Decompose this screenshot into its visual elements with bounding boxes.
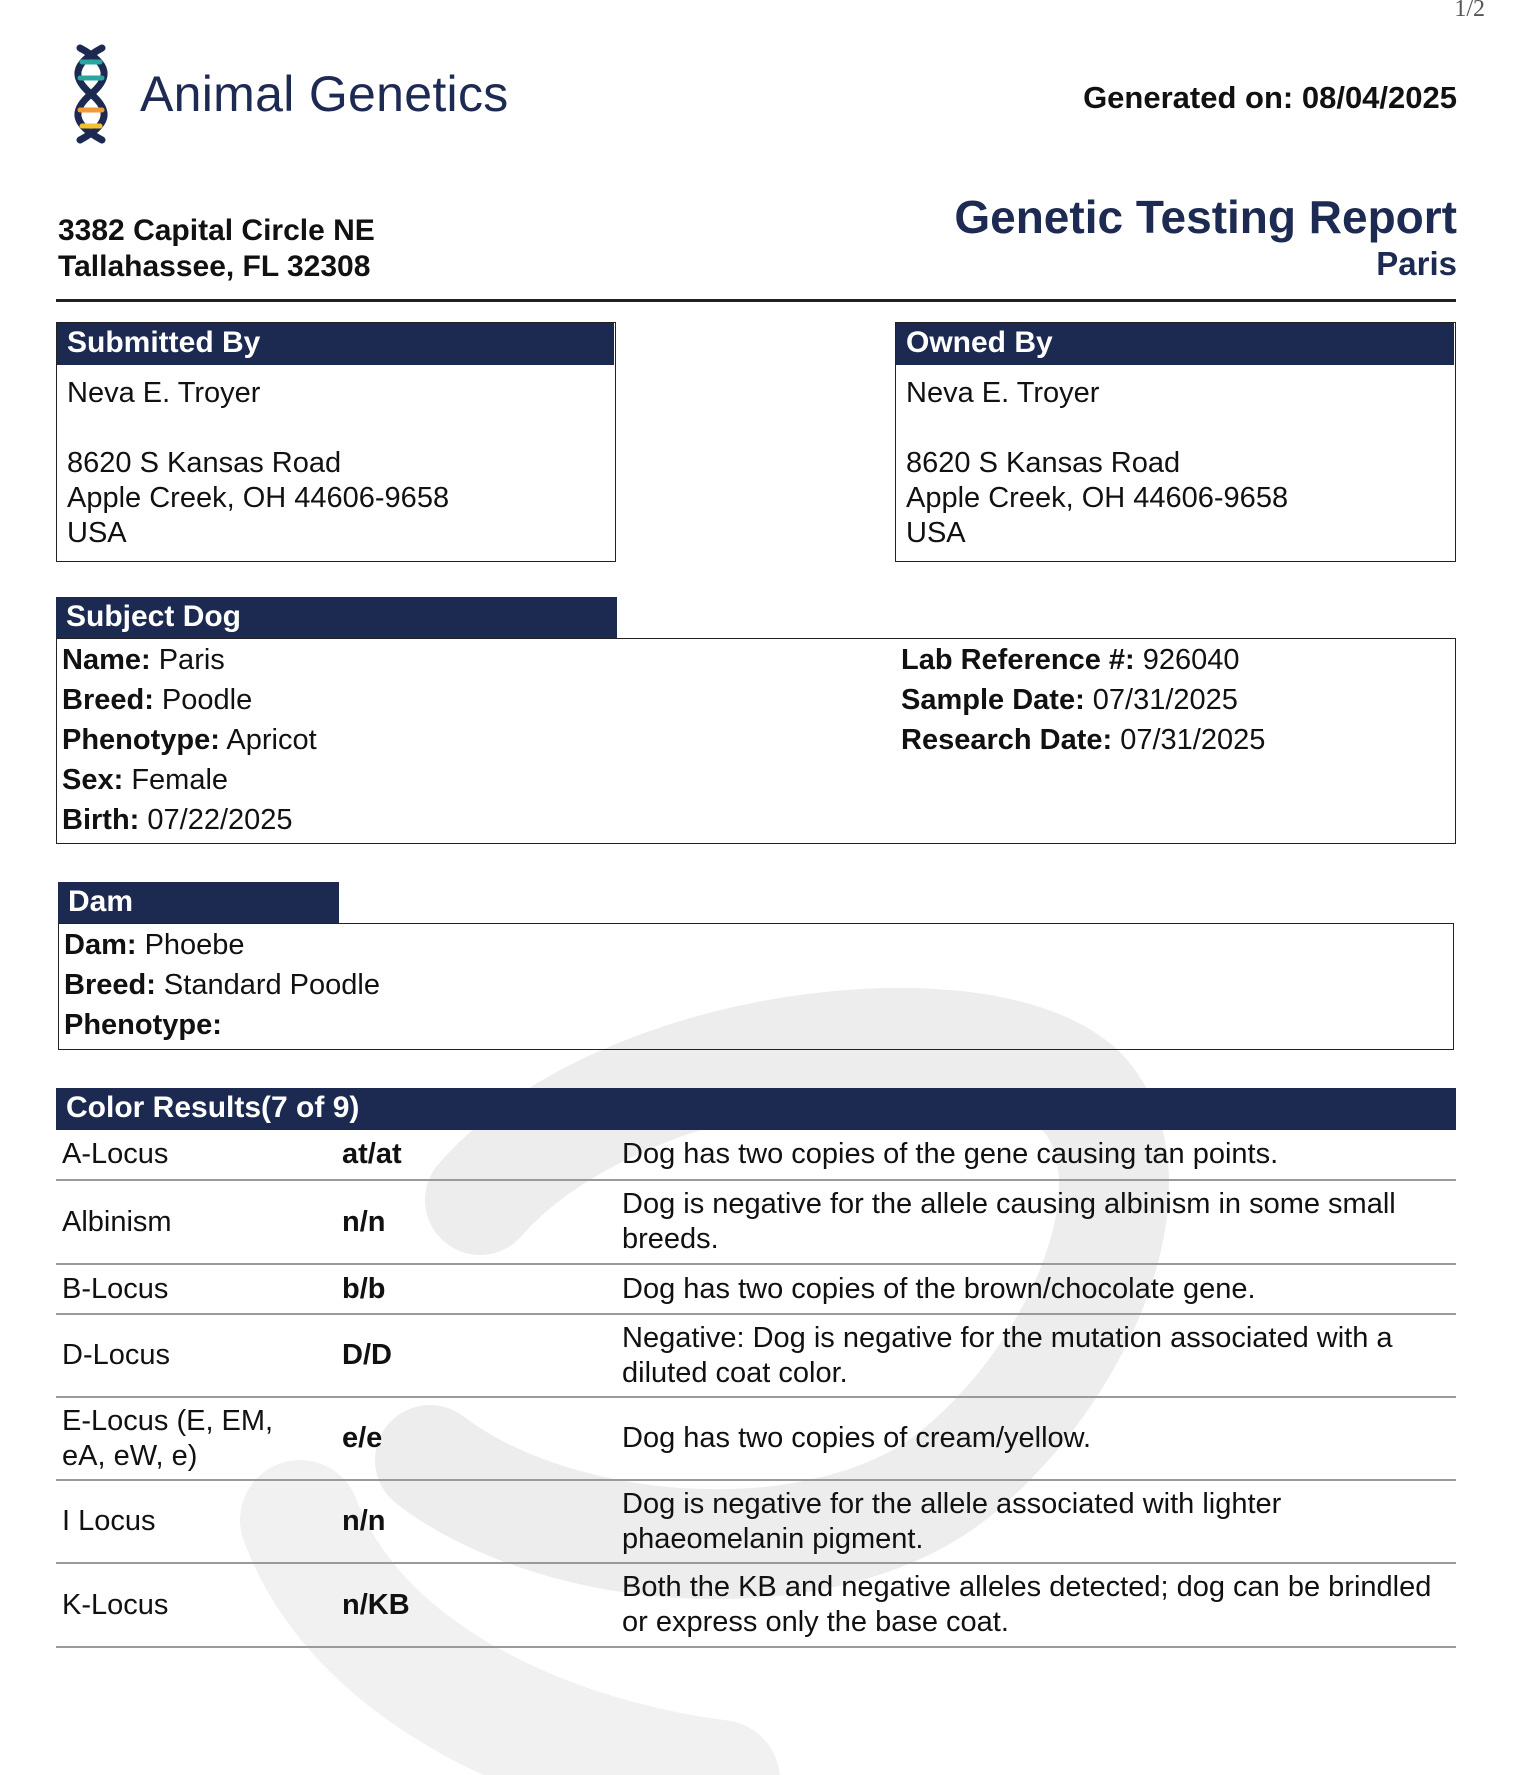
table-row xyxy=(56,1264,1456,1314)
owned-by-street: 8620 S Kansas Road xyxy=(906,447,1181,479)
dam-box xyxy=(58,923,1454,1050)
report-title: Genetic Testing Report xyxy=(954,191,1457,243)
table-row xyxy=(56,1480,1456,1563)
submitted-by-box xyxy=(56,322,616,562)
owned-by-body xyxy=(906,376,1288,551)
field-value: 926040 xyxy=(1142,644,1240,676)
header-divider xyxy=(56,299,1456,302)
locus-cell: K-Locus xyxy=(56,1563,342,1647)
field-value: 07/22/2025 xyxy=(147,804,293,836)
generated-label: Generated on: xyxy=(1083,80,1294,115)
field-dam-breed xyxy=(64,965,380,1005)
field-value: Female xyxy=(131,764,229,796)
field-birth xyxy=(62,800,317,840)
submitted-by-city: Apple Creek, OH 44606-9658 xyxy=(67,482,450,514)
field-dam-phenotype xyxy=(64,1005,380,1045)
report-subject: Paris xyxy=(1376,245,1457,282)
owned-by-country: USA xyxy=(906,517,966,549)
owned-by-box xyxy=(895,322,1456,562)
field-label: Phenotype: xyxy=(64,1009,222,1041)
owned-by-city: Apple Creek, OH 44606-9658 xyxy=(906,482,1289,514)
field-label: Breed: xyxy=(62,684,154,716)
field-value: 07/31/2025 xyxy=(1092,684,1238,716)
field-lab-reference xyxy=(901,640,1265,680)
submitted-by-name: Neva E. Troyer xyxy=(67,377,261,409)
table-row xyxy=(56,1314,1456,1397)
genotype-cell: e/e xyxy=(342,1397,622,1480)
field-phenotype xyxy=(62,720,317,760)
genotype-cell: D/D xyxy=(342,1314,622,1397)
submitted-by-title: Submitted By xyxy=(57,323,614,365)
dam-title: Dam xyxy=(58,882,339,924)
locus-text: E-Locus (E, EM, eA, eW, e) xyxy=(62,1404,274,1472)
field-research-date xyxy=(901,720,1265,760)
page-number: 1/2 xyxy=(1454,0,1485,22)
locus-cell: I Locus xyxy=(56,1480,342,1563)
owned-by-title: Owned By xyxy=(896,323,1454,365)
field-label: Phenotype: xyxy=(62,724,220,756)
genotype-cell: n/n xyxy=(342,1180,622,1264)
subject-dog-box xyxy=(56,638,1456,844)
brand-name: Animal Genetics xyxy=(140,66,509,122)
description-cell: Dog has two copies of cream/yellow. xyxy=(622,1397,1456,1480)
owned-by-name: Neva E. Troyer xyxy=(906,377,1100,409)
field-breed xyxy=(62,680,317,720)
field-label: Breed: xyxy=(64,969,156,1001)
color-results-table xyxy=(56,1130,1456,1648)
field-label: Lab Reference #: xyxy=(901,644,1135,676)
locus-cell: A-Locus xyxy=(56,1130,342,1180)
field-label: Sample Date: xyxy=(901,684,1085,716)
description-cell: Dog is negative for the allele associated with lighter phaeomelanin pigment. xyxy=(622,1480,1456,1563)
report-title-block xyxy=(954,190,1457,284)
lab-address-line2: Tallahassee, FL 32308 xyxy=(58,250,371,283)
submitted-by-street: 8620 S Kansas Road xyxy=(67,447,342,479)
description-cell: Dog has two copies of the gene causing tan points. xyxy=(622,1130,1456,1180)
field-name xyxy=(62,640,317,680)
field-value: Apricot xyxy=(226,724,317,756)
submitted-by-body xyxy=(67,376,449,551)
generated-date: 08/04/2025 xyxy=(1301,80,1457,115)
field-label: Sex: xyxy=(62,764,124,796)
field-label: Dam: xyxy=(64,929,137,961)
field-value: 07/31/2025 xyxy=(1120,724,1266,756)
subject-dog-left-fields xyxy=(62,640,317,840)
locus-cell: B-Locus xyxy=(56,1264,342,1314)
locus-cell: Albinism xyxy=(56,1180,342,1264)
field-value: Poodle xyxy=(161,684,253,716)
description-cell: Dog is negative for the allele causing albinism in some small breeds. xyxy=(622,1180,1456,1264)
genotype-cell: n/KB xyxy=(342,1563,622,1647)
locus-cell xyxy=(56,1397,342,1480)
table-row xyxy=(56,1397,1456,1480)
brand-logo xyxy=(62,42,509,146)
genotype-cell: n/n xyxy=(342,1480,622,1563)
generated-on xyxy=(1083,80,1457,116)
field-value: Paris xyxy=(158,644,225,676)
field-label: Birth: xyxy=(62,804,140,836)
description-cell: Both the KB and negative alleles detected; dog can be brindled or express only the base coat. xyxy=(622,1563,1456,1647)
field-label: Research Date: xyxy=(901,724,1113,756)
lab-address-line1: 3382 Capital Circle NE xyxy=(58,214,375,247)
dam-fields xyxy=(64,925,380,1045)
dna-helix-icon xyxy=(62,42,120,146)
table-row xyxy=(56,1130,1456,1180)
lab-address xyxy=(58,213,375,285)
locus-cell: D-Locus xyxy=(56,1314,342,1397)
subject-dog-right-fields xyxy=(901,640,1265,760)
genotype-cell: b/b xyxy=(342,1264,622,1314)
field-value: Phoebe xyxy=(144,929,245,961)
field-value: Standard Poodle xyxy=(163,969,380,1001)
description-cell: Negative: Dog is negative for the mutation associated with a diluted coat color. xyxy=(622,1314,1456,1397)
submitted-by-country: USA xyxy=(67,517,127,549)
subject-dog-title: Subject Dog xyxy=(56,597,617,639)
field-sex xyxy=(62,760,317,800)
description-cell: Dog has two copies of the brown/chocolate gene. xyxy=(622,1264,1456,1314)
color-results-title: Color Results(7 of 9) xyxy=(56,1088,1456,1130)
table-row xyxy=(56,1563,1456,1647)
field-label: Name: xyxy=(62,644,151,676)
table-row xyxy=(56,1180,1456,1264)
genotype-cell: at/at xyxy=(342,1130,622,1180)
field-dam-name xyxy=(64,925,380,965)
field-sample-date xyxy=(901,680,1265,720)
